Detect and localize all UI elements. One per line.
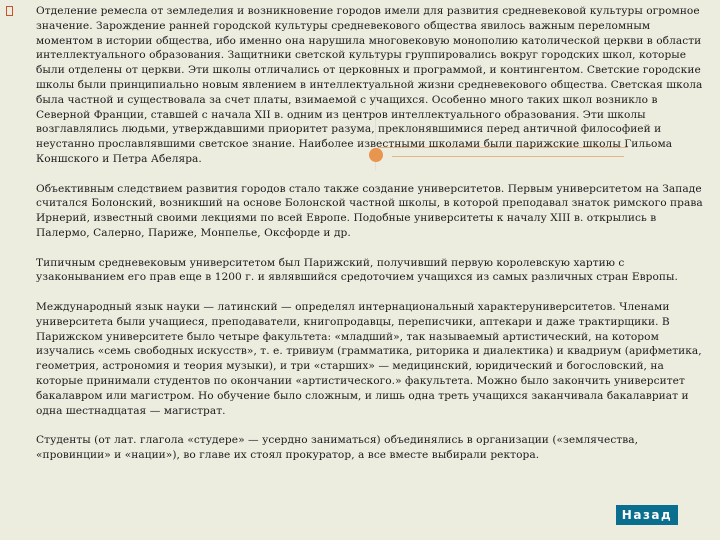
paragraph-latin-faculties: Международный язык науки — латинский — определял интернациональный характеруниверситетов. Членами университета были учащиеся, преподаватели, книгопродавцы, переписчики, аптекари и даже трактирщики. В Парижском университете было четыре факультета: «младший», так называемый артистический, на котором изучались «семь свободных искусств», т. е. тривиум (грамматика, риторика и диалектика) и квадриум (арифметика, геометрия, астрономия и теория музыки), и три «старших» — медицинский, юридический и богословский, на которые принимали студентов по окончании «артистического.» факультета. Можно было закончить университет бакалавром или магистром. Но обучение было сложным, и лишь одна треть учащихся заканчивала бакалавриат и одна шестнадцатая — магистрат.	[36, 300, 702, 417]
paragraph-students: Студенты (от лат. глагола «студере» — усердно заниматься) объединялись в организации («землячества, «провинции» и «нации»), во главе их стоял прокуратор, а все вместе выбирали ректора.	[36, 434, 639, 461]
square-bullet-icon	[6, 6, 13, 16]
article-text	[36, 4, 708, 478]
back-button[interactable]: Назад	[616, 505, 678, 525]
paragraph-paris-university: Типичным средневековым университетом был Парижский, получивший первую королевскую хартию с узаконыванием его прав еще в 1200 г. и являвшийся средоточием учащихся из самых различных стран Европы.	[36, 256, 678, 284]
paragraph-universities: Объективным следствием развития городов стало также создание университетов. Первым университетом на Западе считался Болонский, возникший на основе Болонской частной школы, в которой преподавал знаток римского права Ирнерий, известный своими лекциями по всей Европе. Подобные университеты к началу XIII в. открылись в Палермо, Салерно, Париже, Монпелье, Оксфорде и др.	[36, 182, 703, 239]
paragraph-cities-schools: Отделение ремесла от земледелия и возникновение городов имели для развития средневековой культуры огромное значение. Зарождение ранней городской культуры средневекового общества явилось важным переломным моментом в истории общества, ибо именно она нарушила многовековую монополию католической церкви в области интеллектуального образования. Защитники светской культуры группировались вокруг городских школ, которые были отделены от церкви. Эти школы отличались от церковных и программой, и контингентом. Светские городские школы были принципиально новым явлением в интеллектуальной жизни средневекового общества. Светская школа была частной и существовала за счет платы, взимаемой с учащихся. Особенно много таких школ возникло в Северной Франции, ставшей с начала XII в. одним из центров интеллектуального образования. Эти школы возглавлялись людьми, утверждавшими приоритет разума, преклонявшимися перед античной философией и неустанно прославлявшими светское знание. Наиболее известными школами были парижские школы Гильома Коншского и Петра Абеляра.	[36, 5, 703, 165]
